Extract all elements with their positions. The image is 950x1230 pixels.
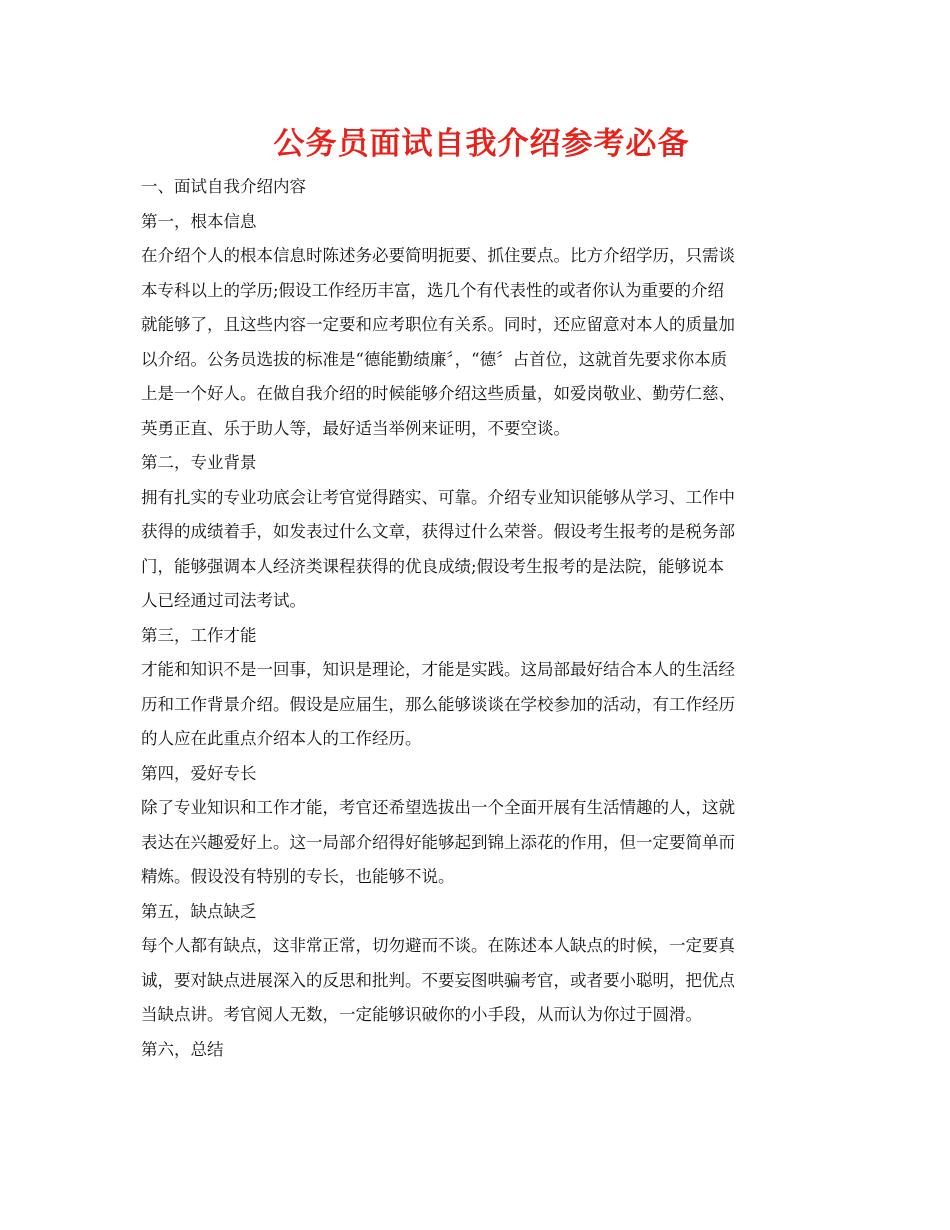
paragraph-line: 人已经通过司法考试。 (141, 591, 306, 610)
section-heading: 第一，根本信息 (141, 211, 257, 231)
paragraph-line: 精炼。假设没有特别的专长，也能够不说。 (141, 867, 455, 886)
paragraph-line: 的人应在此重点介绍本人的工作经历。 (141, 729, 422, 748)
paragraph-line: 当缺点讲。考官阅人无数，一定能够识破你的小手段，从而认为你过于圆滑。 (141, 1005, 702, 1024)
section-heading: 第三，工作才能 (141, 625, 257, 645)
paragraph-line: 拥有扎实的专业功底会让考官觉得踏实、可靠。介绍专业知识能够从学习、工作中 (141, 487, 735, 507)
document-title: 公务员面试自我介绍参考必备 (273, 126, 690, 162)
paragraph-line: 在介绍个人的根本信息时陈述务必要简明扼要、抓住要点。比方介绍学历，只需谈 (141, 246, 735, 265)
section-paragraph (141, 929, 822, 1033)
paragraph-line: 除了专业知识和工作才能，考官还希望选拔出一个全面开展有生活情趣的人，这就 (141, 798, 735, 817)
paragraph-line: 就能够了，且这些内容一定要和应考职位有关系。同时，还应留意对本人的质量加 (141, 315, 735, 334)
section-heading: 第六，总结 (141, 1039, 224, 1059)
paragraph-line: 以介绍。公务员选拔的标准是“德能勤绩廉〞，“德〞占首位，这就首先要求你本质 (141, 349, 728, 369)
section-paragraph (141, 653, 822, 757)
paragraph-line: 本专科以上的学历;假设工作经历丰富，选几个有代表性的或者你认为重要的介绍 (141, 280, 725, 300)
section-paragraph (141, 791, 822, 895)
paragraph-line: 才能和知识不是一回事，知识是理论，才能是实践。这局部最好结合本人的生活经 (141, 660, 735, 679)
section-paragraph (141, 239, 822, 446)
section-heading: 第二，专业背景 (141, 453, 257, 472)
paragraph-line: 表达在兴趣爱好上。这一局部介绍得好能够起到锦上添花的作用，但一定要简单而 (141, 832, 735, 852)
paragraph-line: 上是一个好人。在做自我介绍的时候能够介绍这些质量，如爱岗敬业、勤劳仁慈、 (141, 384, 735, 403)
paragraph-line: 历和工作背景介绍。假设是应届生，那么能够谈谈在学校参加的活动，有工作经历 (141, 694, 735, 714)
section-heading: 第四，爱好专长 (141, 763, 257, 783)
intro-heading: 一、面试自我介绍内容 (141, 177, 306, 196)
paragraph-line: 获得的成绩着手，如发表过什么文章，获得过什么荣誉。假设考生报考的是税务部 (141, 522, 735, 541)
section-paragraph (141, 481, 822, 619)
paragraph-line: 每个人都有缺点，这非常正常，切勿避而不谈。在陈述本人缺点的时候，一定要真 (141, 936, 735, 955)
paragraph-line: 英勇正直、乐于助人等，最好适当举例来证明，不要空谈。 (141, 418, 570, 438)
paragraph-line: 诚，要对缺点进展深入的反思和批判。不要妄图哄骗考官，或者要小聪明，把优点 (141, 970, 735, 990)
paragraph-line: 门，能够强调本人经济类课程获得的优良成绩;假设考生报考的是法院，能够说本 (141, 556, 725, 576)
section-heading: 第五，缺点缺乏 (141, 901, 257, 921)
